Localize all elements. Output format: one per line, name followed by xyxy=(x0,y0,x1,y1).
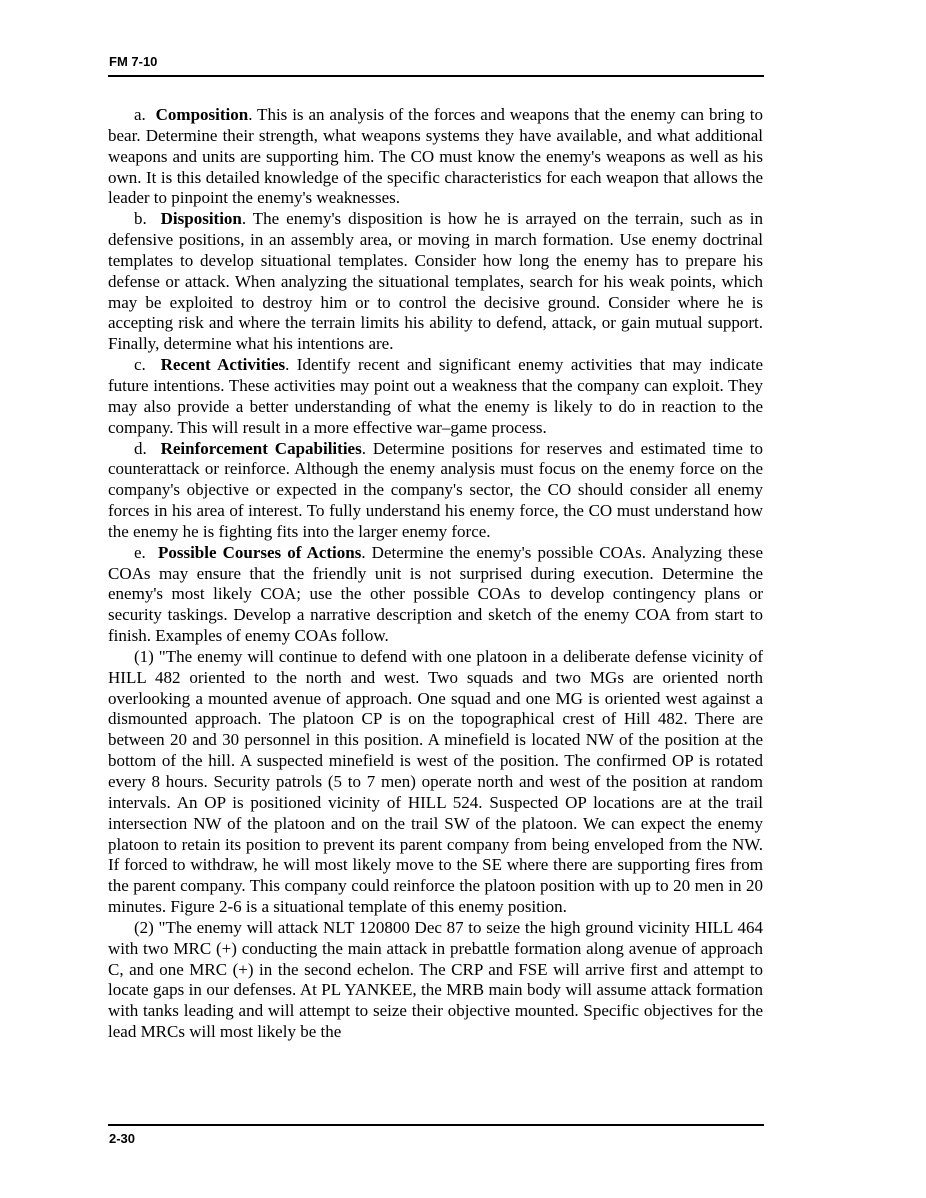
paragraph-text: . Determine positions for reserves and estimated time to counterattack or reinforce. Although the enemy analysis must focus on the enemy force on the company's objective or expected in the company's sector, the CO should consider all enemy forces in his area of interest. To fully understand his enemy force, the CO must understand how the enemy he is fighting fits into the larger enemy force. xyxy=(108,438,763,541)
paragraph-reinforcement xyxy=(108,439,763,543)
page-number: 2-30 xyxy=(109,1131,136,1146)
body-text xyxy=(108,105,763,1043)
paragraph-possible-coas xyxy=(108,543,763,647)
paragraph-title: Reinforcement Capabilities xyxy=(160,438,362,458)
paragraph-text: (2) "The enemy will attack NLT 120800 Dec 87 to seize the high ground vicinity HILL 464 with two MRC (+) conducting the main attack in prebattle formation along avenue of approach C, and one MRC (+) in the second echelon. The CRP and FSE will arrive first and attempt to locate gaps in our defenses. At PL YANKEE, the MRB main body will assume attack formation with tanks leading and will attempt to seize their objective mounted. Specific objectives for the lead MRCs will most likely be the xyxy=(108,917,763,1042)
paragraph-text: (1) "The enemy will continue to defend with one platoon in a deliberate defense vicinity of HILL 482 oriented to the north and west. Two squads and two MGs are oriented north overlooking a mounted avenue of approach. One squad and one MG is oriented west against a dismounted approach. The platoon CP is on the topographical crest of Hill 482. There are between 20 and 30 personnel in this position. A minefield is located NW of the position at the bottom of the hill. A suspected minefield is west of the position. The confirmed OP is rotated every 8 hours. Security patrols (5 to 7 men) operate north and west of the position at random intervals. An OP is positioned vicinity of HILL 524. Suspected OP locations are at the trail intersection NW of the platoon and on the trail SW of the platoon. We can expect the enemy platoon to retain its position to prevent its parent company from being enveloped from the NW. If forced to withdraw, he will most likely move to the SE where there are supporting fires from the parent company. This company could reinforce the platoon position with up to 20 men in 20 minutes. Figure 2-6 is a situational template of this enemy position. xyxy=(108,646,763,917)
paragraph-text: . Determine the enemy's possible COAs. Analyzing these COAs may ensure that the friendly unit is not surprised during execution. Determine the enemy's most likely COA; use the other possible COAs to develop contingency plans or security taskings. Develop a narrative description and sketch of the enemy COA from start to finish. Examples of enemy COAs follow. xyxy=(108,542,763,646)
paragraph-text: . Identify recent and significant enemy activities that may indicate future intentions. These activities may point out a weakness that the company can exploit. They may also provide a better understanding of what the enemy is likely to do in reaction to the company. This will result in a more effective war–game process. xyxy=(108,355,764,437)
running-header: FM 7-10 xyxy=(109,54,158,69)
paragraph-disposition xyxy=(108,209,763,355)
paragraph-coa-example-2 xyxy=(108,918,763,1043)
paragraph-text: . The enemy's disposition is how he is arrayed on the terrain, such as in defensive positions, in an assembly area, or moving in march formation. Use enemy doctrinal templates to develop situational templates. Consider how long the enemy has to prepare his defense or attack. When analyzing the situational templates, search for his weak points, which may be exploited to destroy him or to control the decisive ground. Consider where he is accepting risk and where the terrain limits his ability to defend, attack, or gain mutual support. Finally, determine what his intentions are. xyxy=(108,209,763,354)
footer-rule xyxy=(108,1124,764,1126)
header-rule xyxy=(108,75,764,77)
paragraph-label: a. xyxy=(134,105,146,124)
paragraph-recent-activities xyxy=(108,355,763,438)
paragraph-title: Disposition xyxy=(160,209,242,229)
paragraph-coa-example-1 xyxy=(108,647,763,918)
paragraph-label: b. xyxy=(134,209,147,229)
paragraph-composition xyxy=(108,105,763,209)
paragraph-label: e. xyxy=(134,542,146,562)
paragraph-title: Possible Courses of Actions xyxy=(157,542,362,562)
paragraph-label: c. xyxy=(134,355,146,375)
paragraph-title: Recent Activities xyxy=(160,355,286,375)
paragraph-label: d. xyxy=(134,438,147,458)
paragraph-title: Composition xyxy=(155,105,249,124)
paragraph-text: . This is an analysis of the forces and weapons that the enemy can bring to bear. Determine their strength, what weapons systems they have available, and what additional weapons and units are supporting him. The CO must know the enemy's weapons as well as his own. It is this detailed knowledge of the specific characteristics for each weapon that allows the leader to pinpoint the enemy's weaknesses. xyxy=(108,105,763,208)
